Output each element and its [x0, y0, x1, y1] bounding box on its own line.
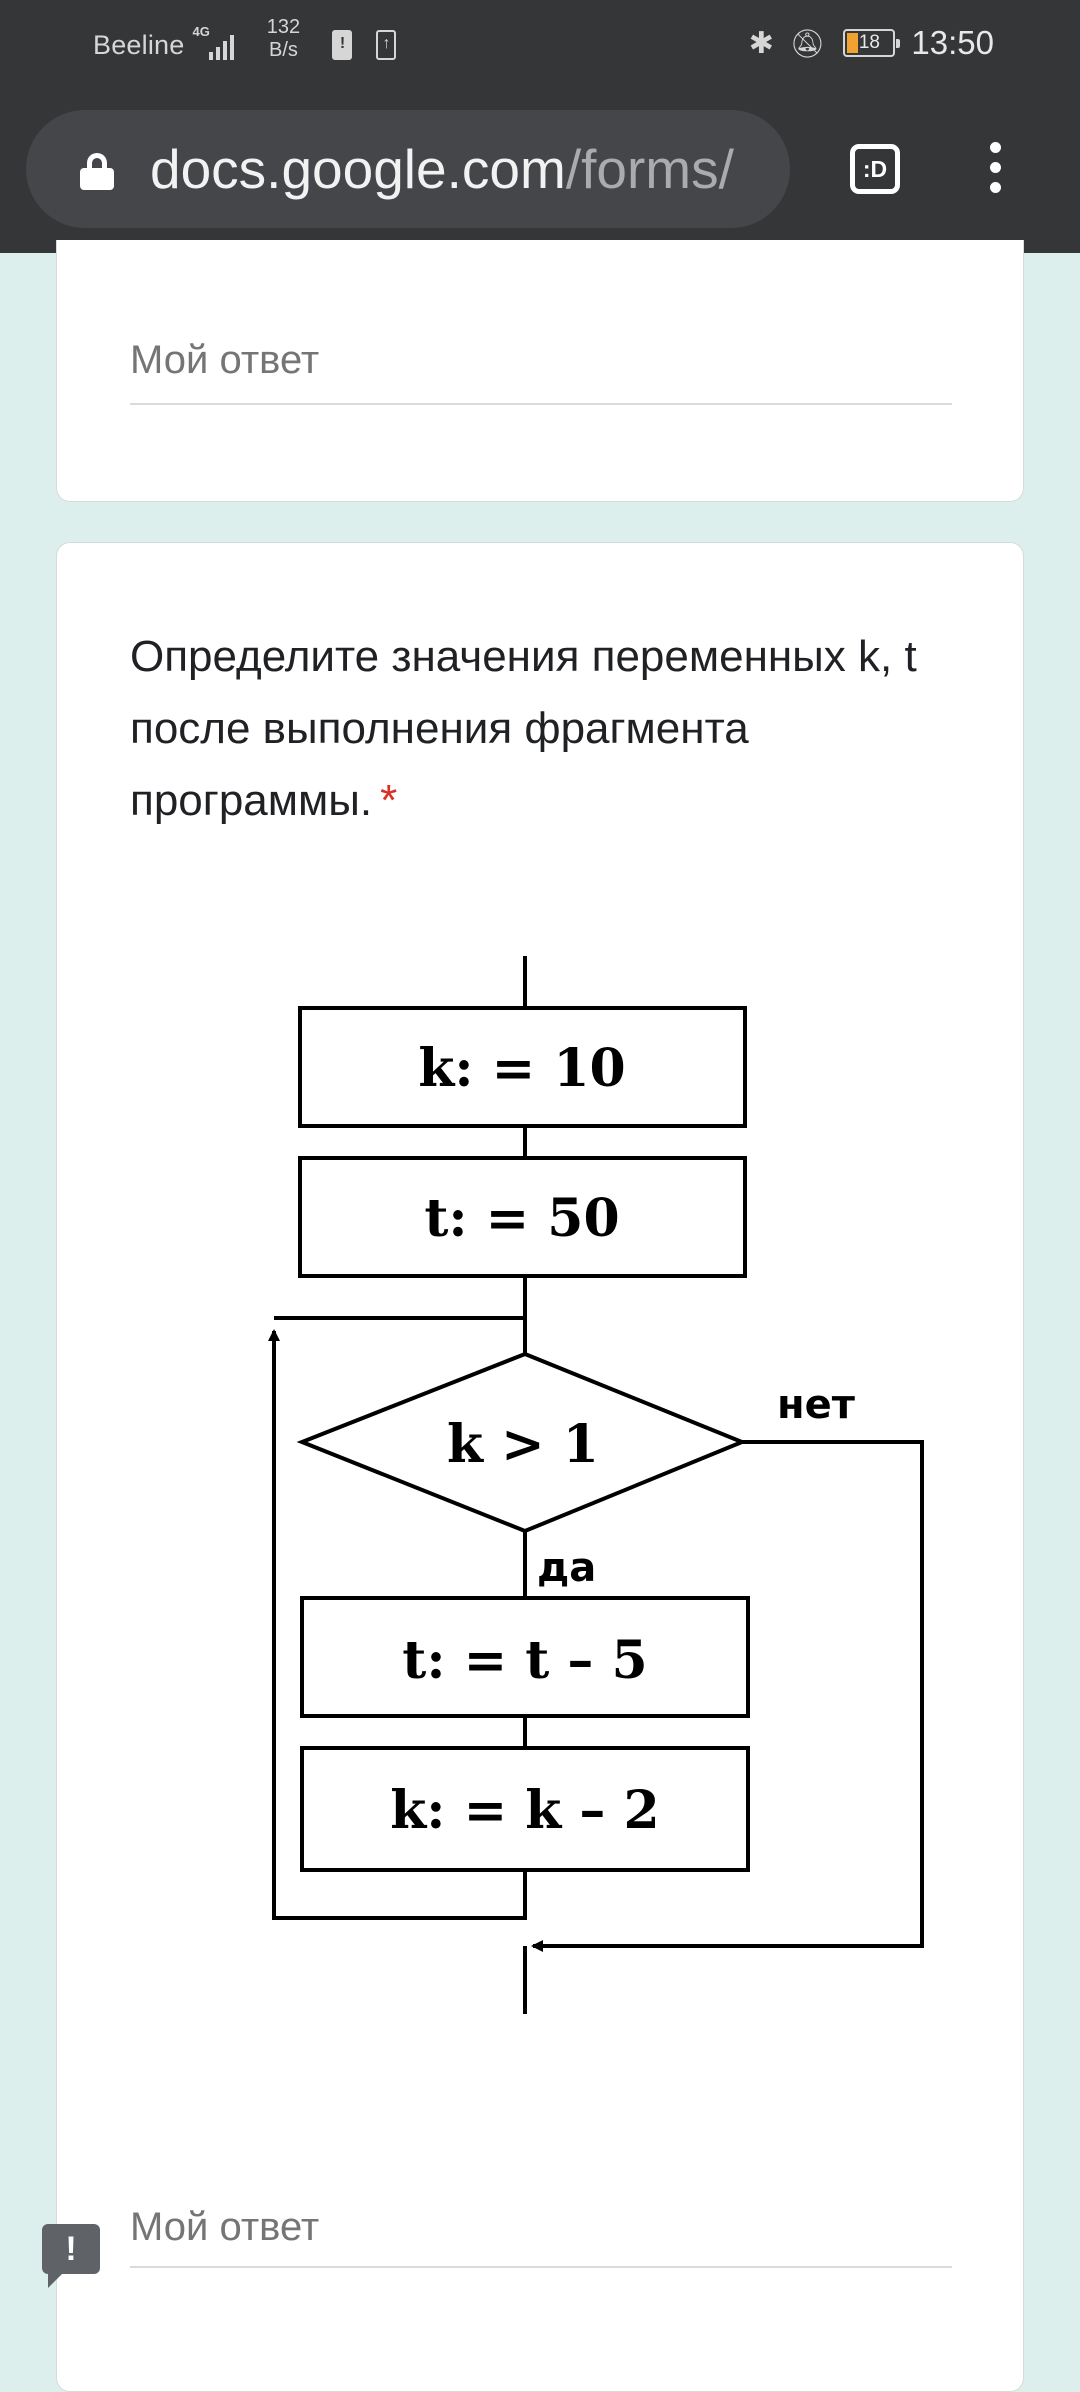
flowchart-image	[157, 956, 957, 2036]
answer-underline	[130, 2266, 952, 2268]
tab-switcher-button[interactable]: :D	[850, 144, 900, 194]
question-card	[56, 542, 1024, 2392]
previous-question-card	[56, 240, 1024, 502]
network-speed: 132 B/s	[266, 16, 301, 61]
status-bar	[0, 0, 1080, 86]
more-menu-icon[interactable]	[985, 142, 1005, 196]
flowchart-no-label: нет	[777, 1382, 855, 1428]
flowchart-block-t-init: t: = 50	[424, 1188, 620, 1249]
answer-input-previous[interactable]: Мой ответ	[130, 338, 320, 382]
alert-icon: !	[332, 30, 352, 60]
status-left	[93, 16, 396, 62]
status-right	[749, 24, 994, 62]
flowchart-block-t-update: t: = t – 5	[402, 1630, 648, 1691]
question-title: Определите значения переменных k, t после выполнения фрагмента программы. *	[130, 632, 917, 825]
url-bar[interactable]	[26, 110, 790, 228]
feedback-icon[interactable]: !	[42, 2224, 100, 2274]
required-mark: *	[380, 776, 398, 825]
flowchart-yes-label: да	[537, 1545, 597, 1591]
upload-icon: ↑	[376, 30, 396, 60]
bell-off-icon: 🔕︎	[789, 27, 826, 59]
battery-level: 18	[858, 32, 880, 53]
signal-icon	[192, 24, 240, 60]
battery-icon	[843, 29, 895, 57]
flowchart-block-k-update: k: = k – 2	[390, 1780, 660, 1841]
network-type: 4G	[192, 24, 210, 39]
bluetooth-icon: ✱	[748, 26, 774, 60]
browser-toolbar	[0, 0, 1080, 253]
answer-underline	[130, 403, 952, 405]
url-text[interactable]: docs.google.com/forms/	[150, 138, 734, 200]
answer-input[interactable]: Мой ответ	[130, 2205, 320, 2249]
flowchart-condition: k > 1	[447, 1414, 599, 1475]
clock: 13:50	[911, 24, 994, 61]
carrier-name: Beeline	[93, 29, 185, 60]
lock-icon	[80, 153, 114, 189]
flowchart-block-k-init: k: = 10	[418, 1038, 626, 1099]
